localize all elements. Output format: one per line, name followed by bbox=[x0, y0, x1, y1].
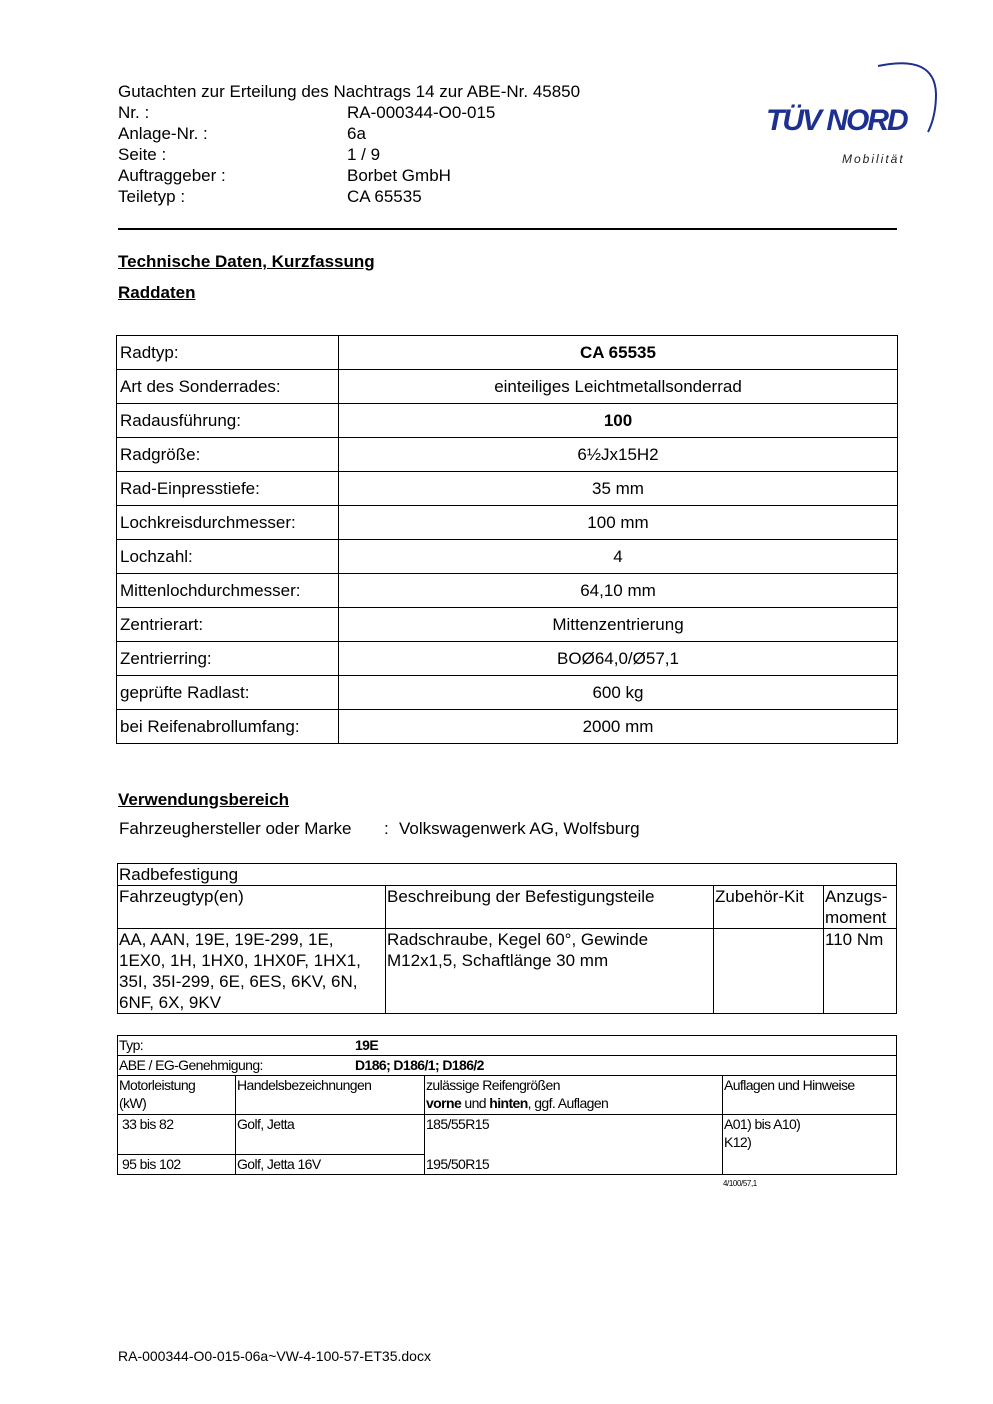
auflagen-cell bbox=[723, 1115, 897, 1175]
table-row bbox=[118, 929, 897, 1014]
text-line: 6NF, 6X, 9KV bbox=[119, 993, 222, 1012]
row-label: Art des Sonderrades: bbox=[117, 370, 339, 404]
row-value: 6½Jx15H2 bbox=[339, 438, 898, 472]
header-fahrzeugtyp: Fahrzeugtyp(en) bbox=[118, 886, 386, 929]
radbefestigung-table bbox=[117, 863, 897, 1014]
table-title-row bbox=[118, 864, 897, 886]
text-line: K12) bbox=[724, 1134, 752, 1150]
table-title: Radbefestigung bbox=[118, 864, 897, 886]
motor-cell: 95 bis 102 bbox=[118, 1155, 236, 1175]
text-line: 1EX0, 1H, 1HX0, 1HX0F, 1HX1, bbox=[119, 951, 361, 970]
footnote-code: 4/100/57,1 bbox=[723, 1179, 757, 1188]
row-value: 4 bbox=[339, 540, 898, 574]
text-line: Motorleistung bbox=[119, 1077, 196, 1093]
section-heading-raddaten: Raddaten bbox=[118, 283, 196, 302]
typ-label: Typ: bbox=[119, 1037, 144, 1053]
handel-cell: Golf, Jetta 16V bbox=[236, 1155, 425, 1175]
table-row bbox=[117, 608, 898, 642]
header-label: Auftraggeber : bbox=[118, 166, 226, 185]
header-label: Anlage-Nr. : bbox=[118, 124, 208, 143]
table-row bbox=[117, 472, 898, 506]
row-label: Lochzahl: bbox=[117, 540, 339, 574]
reifen-cell: 195/50R15 bbox=[425, 1155, 723, 1175]
header-value: CA 65535 bbox=[347, 187, 422, 206]
text-line: M12x1,5, Schaftlänge 30 mm bbox=[387, 951, 609, 970]
table-row bbox=[117, 370, 898, 404]
kit-cell bbox=[714, 929, 824, 1014]
section-heading-verwendung: Verwendungsbereich bbox=[118, 790, 289, 809]
header-label: Teiletyp : bbox=[118, 187, 186, 206]
abe-label: ABE / EG-Genehmigung: bbox=[119, 1057, 263, 1073]
text-line bbox=[426, 1094, 721, 1112]
row-value: 64,10 mm bbox=[339, 574, 898, 608]
row-value: 2000 mm bbox=[339, 710, 898, 744]
typ-row bbox=[118, 1036, 897, 1056]
header-value: Borbet GmbH bbox=[347, 166, 451, 185]
header-divider bbox=[118, 228, 897, 230]
row-value: CA 65535 bbox=[339, 336, 898, 370]
table-row bbox=[117, 710, 898, 744]
description-cell bbox=[386, 929, 714, 1014]
table-row bbox=[117, 574, 898, 608]
header-value: 1 / 9 bbox=[347, 145, 381, 164]
torque-cell: 110 Nm bbox=[824, 929, 897, 1014]
row-label: Lochkreisdurchmesser: bbox=[117, 506, 339, 540]
header-anzugsmoment bbox=[824, 886, 897, 929]
table-row bbox=[117, 676, 898, 710]
text-line: A01) bis A10) bbox=[724, 1116, 801, 1132]
table-row bbox=[118, 1115, 897, 1155]
header-label: Nr. : bbox=[118, 103, 150, 122]
row-value: 100 bbox=[339, 404, 898, 438]
motor-cell: 33 bis 82 bbox=[118, 1115, 236, 1155]
row-label: geprüfte Radlast: bbox=[117, 676, 339, 710]
table-row bbox=[117, 336, 898, 370]
row-label: Zentrierring: bbox=[117, 642, 339, 676]
table-row bbox=[117, 438, 898, 472]
handel-cell: Golf, Jetta bbox=[236, 1115, 425, 1155]
table-row bbox=[117, 642, 898, 676]
typ-table bbox=[117, 1035, 897, 1175]
table-row bbox=[117, 540, 898, 574]
reifen-cell: 185/55R15 bbox=[425, 1115, 723, 1155]
header-auflagen: Auflagen und Hinweise bbox=[723, 1076, 897, 1115]
raddaten-table bbox=[116, 335, 898, 744]
header-zubehoer-kit: Zubehör-Kit bbox=[714, 886, 824, 929]
row-label: Radtyp: bbox=[117, 336, 339, 370]
text-line: Radschraube, Kegel 60°, Gewinde bbox=[387, 930, 649, 949]
row-label: Rad-Einpresstiefe: bbox=[117, 472, 339, 506]
document-footer: RA-000344-O0-015-06a~VW-4-100-57-ET35.docx bbox=[118, 1348, 431, 1364]
row-value: 600 kg bbox=[339, 676, 898, 710]
typ-cell bbox=[118, 1036, 897, 1056]
manufacturer-label: Fahrzeughersteller oder Marke bbox=[119, 819, 352, 838]
vehicle-types-cell bbox=[118, 929, 386, 1014]
text-line: (kW) bbox=[119, 1095, 147, 1111]
row-label: Radausführung: bbox=[117, 404, 339, 438]
abe-row bbox=[118, 1056, 897, 1076]
logo-subtitle: Mobilität bbox=[842, 152, 905, 166]
table-header-row bbox=[118, 886, 897, 929]
header-line: Anzugs- bbox=[825, 887, 888, 906]
text-line: AA, AAN, 19E, 19E-299, 1E, bbox=[119, 930, 334, 949]
table-row bbox=[117, 404, 898, 438]
logo-text: TÜV NORD bbox=[766, 104, 907, 137]
row-label: bei Reifenabrollumfang: bbox=[117, 710, 339, 744]
header-reifengroessen bbox=[425, 1076, 723, 1115]
tuv-nord-logo bbox=[760, 56, 945, 171]
header-line: moment bbox=[825, 908, 887, 927]
vorne-label: vorne bbox=[426, 1095, 462, 1111]
header-value: RA-000344-O0-015 bbox=[347, 103, 496, 122]
header-handelsbezeichnungen: Handelsbezeichnungen bbox=[236, 1076, 425, 1115]
auflagen-suffix: , ggf. Auflagen bbox=[527, 1095, 609, 1111]
abe-cell bbox=[118, 1056, 897, 1076]
manufacturer-separator: : bbox=[384, 819, 389, 838]
header-label: Seite : bbox=[118, 145, 167, 164]
row-label: Radgröße: bbox=[117, 438, 339, 472]
und-label: und bbox=[461, 1095, 490, 1111]
typ-value: 19E bbox=[355, 1037, 379, 1053]
header-motorleistung bbox=[118, 1076, 236, 1115]
typ-header-row bbox=[118, 1076, 897, 1115]
text-line: zulässige Reifengrößen bbox=[426, 1077, 560, 1093]
text-line: 35I, 35I-299, 6E, 6ES, 6KV, 6N, bbox=[119, 972, 358, 991]
row-value: BOØ64,0/Ø57,1 bbox=[339, 642, 898, 676]
header-title: Gutachten zur Erteilung des Nachtrags 14 zur ABE-Nr. 45850 bbox=[118, 82, 581, 101]
manufacturer-value: Volkswagenwerk AG, Wolfsburg bbox=[399, 819, 640, 838]
section-heading-tech: Technische Daten, Kurzfassung bbox=[118, 252, 375, 271]
row-label: Zentrierart: bbox=[117, 608, 339, 642]
header-value: 6a bbox=[347, 124, 366, 143]
hinten-label: hinten bbox=[489, 1095, 528, 1111]
table-row bbox=[117, 506, 898, 540]
row-value: 35 mm bbox=[339, 472, 898, 506]
row-value: einteiliges Leichtmetallsonderrad bbox=[339, 370, 898, 404]
header-beschreibung: Beschreibung der Befestigungsteile bbox=[386, 886, 714, 929]
row-value: 100 mm bbox=[339, 506, 898, 540]
abe-value: D186; D186/1; D186/2 bbox=[355, 1057, 484, 1073]
row-value: Mittenzentrierung bbox=[339, 608, 898, 642]
row-label: Mittenlochdurchmesser: bbox=[117, 574, 339, 608]
